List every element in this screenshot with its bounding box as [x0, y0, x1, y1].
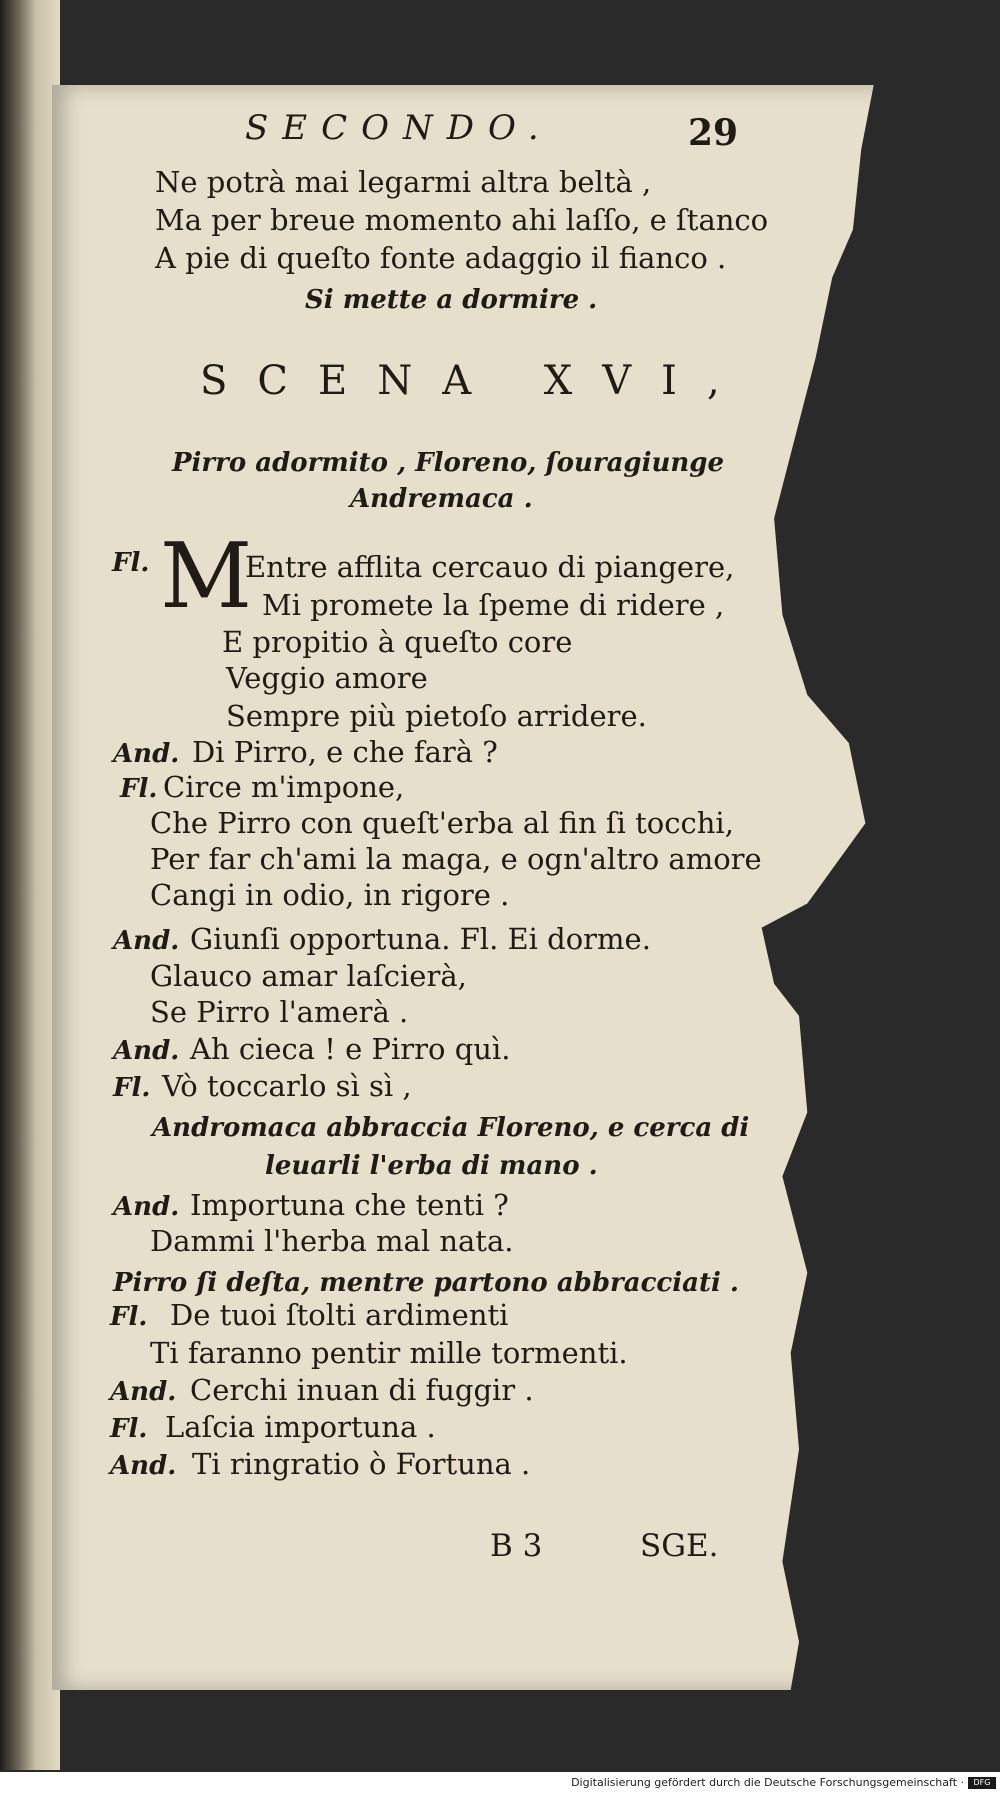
dialogue-line: Importuna che tenti ?: [190, 1188, 509, 1222]
stage-direction: Pirro ſi deſta, mentre partono abbracciati .: [113, 1268, 739, 1298]
speaker-label: And.: [110, 1451, 177, 1481]
digitization-credit: [0, 1772, 1000, 1794]
speaker-label: And.: [113, 926, 180, 956]
dialogue-line: Dammi l'herba mal nata.: [150, 1224, 514, 1258]
stage-direction: Andromaca abbraccia Floreno, e cerca di: [152, 1113, 750, 1143]
catchword: SGE.: [640, 1528, 719, 1564]
dialogue-line: Mi promete la ſpeme di ridere ,: [262, 588, 725, 622]
stage-direction: Si mette a dormire .: [305, 285, 598, 315]
dialogue-line: Ti ringratio ò Fortuna .: [192, 1447, 531, 1481]
dialogue-line: Che Pirro con queſt'erba al fin ſi tocchi,: [150, 806, 734, 840]
speaker-label: Fl.: [110, 1302, 148, 1332]
drop-cap: M: [160, 524, 253, 629]
dialogue-line: Cangi in odio, in rigore .: [150, 878, 510, 912]
dialogue-line: Circe m'impone,: [163, 770, 405, 804]
speaker-label: Fl.: [120, 774, 158, 804]
verse-line: Ma per breue momento ahi laſſo, e ſtanco: [155, 203, 769, 237]
stage-direction: leuarli l'erba di mano .: [265, 1151, 598, 1181]
dfg-logo: DFG: [968, 1777, 996, 1789]
verse-line: A pie di queſto fonte adaggio il fianco .: [155, 241, 727, 275]
speaker-label: And.: [110, 1377, 177, 1407]
credit-text: Digitalisierung gefördert durch die Deutsche Forschungsgemeinschaft ·: [571, 1776, 964, 1789]
speaker-label: And.: [113, 1036, 180, 1066]
signature-mark: B 3: [490, 1528, 543, 1564]
speaker-label: Fl.: [110, 1414, 148, 1444]
dialogue-line: Veggio amore: [226, 661, 428, 695]
verse-line: Ne potrà mai legarmi altra beltà ,: [155, 165, 652, 199]
dialogue-line: Se Pirro l'amerà .: [150, 995, 409, 1029]
book-spine: [0, 0, 60, 1770]
dialogue-line: De tuoi ſtolti ardimenti: [170, 1298, 509, 1332]
scene-characters: Pirro adormito , Floreno, ſouragiunge: [172, 448, 725, 478]
speaker-label: And.: [113, 739, 180, 769]
dialogue-line: E propitio à queſto core: [222, 625, 573, 659]
dialogue-line: Laſcia importuna .: [165, 1410, 436, 1444]
dialogue-line: Vò toccarlo sì sì ,: [162, 1069, 412, 1103]
page-number: 29: [688, 112, 739, 154]
scene-characters: Andremaca .: [350, 484, 533, 514]
dialogue-line: Ti faranno pentir mille tormenti.: [150, 1336, 628, 1370]
speaker-label: Fl.: [112, 548, 150, 578]
dialogue-line: Glauco amar laſcierà,: [150, 959, 467, 993]
dialogue-line: Per far ch'ami la maga, e ogn'altro amore: [150, 842, 762, 876]
dialogue-line: Entre afflita cercauo di piangere,: [245, 550, 735, 584]
dialogue-line: Ah cieca ! e Pirro quì.: [190, 1032, 511, 1066]
speaker-label: And.: [113, 1192, 180, 1222]
dialogue-line: Giunſi opportuna. Fl. Ei dorme.: [190, 922, 651, 956]
dialogue-line: Di Pirro, e che farà ?: [192, 735, 498, 769]
dialogue-line: Sempre più pietoſo arridere.: [226, 699, 647, 733]
speaker-label: Fl.: [113, 1073, 151, 1103]
dialogue-line: Cerchi inuan di fuggir .: [190, 1373, 534, 1407]
scene-title: SCENA XVI,: [200, 358, 750, 404]
running-head: SECONDO.: [245, 108, 553, 148]
